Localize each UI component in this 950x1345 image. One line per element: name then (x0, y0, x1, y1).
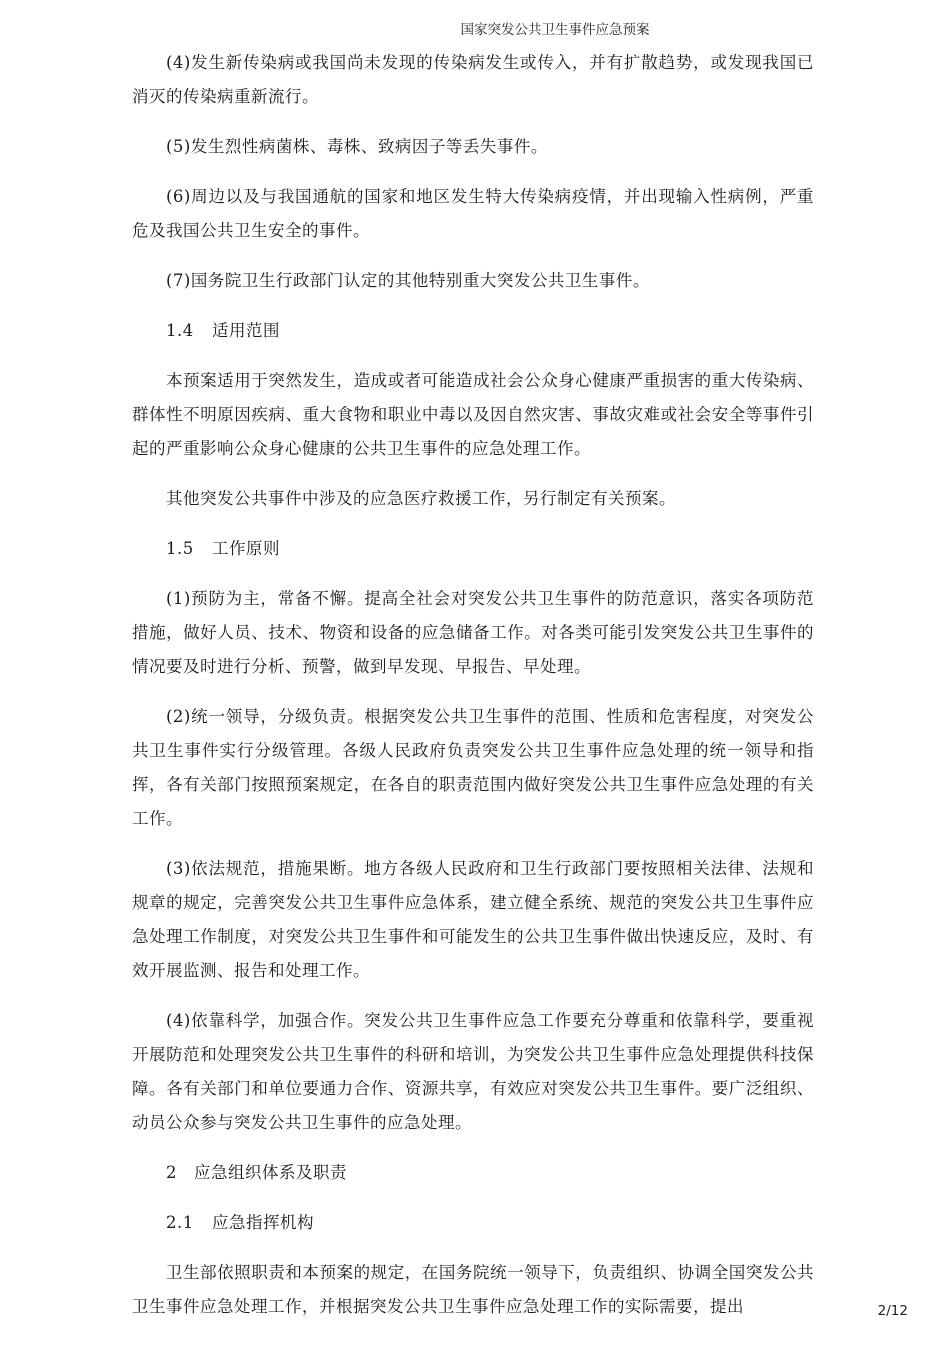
section-number: 1.5 (166, 539, 194, 558)
paragraph-principle-3: (3)依法规范，措施果断。地方各级人民政府和卫生行政部门要按照相关法律、法规和规章的规定，完善突发公共卫生事件应急体系，建立健全系统、规范的突发公共卫生事件应急处理工作制度，对突发公共卫生事件和可能发生的公共卫生事件做出快速反应，及时、有效开展监测、报告和处理工作。 (132, 859, 814, 980)
paragraph-other-plans: 其他突发公共事件中涉及的应急医疗救援工作，另行制定有关预案。 (166, 489, 676, 508)
paragraph-principle-4: (4)依靠科学，加强合作。突发公共卫生事件应急工作要充分尊重和依靠科学，要重视开展防范和处理突发公共卫生事件的科研和培训，为突发公共卫生事件应急处理提供科技保障。各有关部门和单位要通力合作、资源共享，有效应对突发公共卫生事件。要广泛组织、动员公众参与突发公共卫生事件的应急处理。 (132, 1011, 814, 1132)
section-heading-2-1 (132, 1206, 814, 1240)
paragraph-item-4: (4)发生新传染病或我国尚未发现的传染病发生或传入，并有扩散趋势，或发现我国已消灭的传染病重新流行。 (132, 53, 814, 106)
paragraph-principle-2: (2)统一领导，分级负责。根据突发公共卫生事件的范围、性质和危害程度，对突发公共卫生事件实行分级管理。各级人民政府负责突发公共卫生事件应急处理的统一领导和指挥，各有关部门按照预案规定，在各自的职责范围内做好突发公共卫生事件应急处理的有关工作。 (132, 707, 814, 828)
paragraph-principle-1: (1)预防为主，常备不懈。提高全社会对突发公共卫生事件的防范意识，落实各项防范措施，做好人员、技术、物资和设备的应急储备工作。对各类可能引发突发公共卫生事件的情况要及时进行分析、预警，做到早发现、早报告、早处理。 (132, 589, 814, 676)
section-title: 适用范围 (212, 321, 280, 340)
section-title: 应急组织体系及职责 (194, 1163, 347, 1182)
document-body (132, 46, 814, 1340)
page-header-title: 国家突发公共卫生事件应急预案 (460, 22, 650, 38)
paragraph-scope: 本预案适用于突然发生，造成或者可能造成社会公众身心健康严重损害的重大传染病、群体性不明原因疾病、重大食物和职业中毒以及因自然灾害、事故灾难或社会安全等事件引起的严重影响公众身心健康的公共卫生事件的应急处理工作。 (132, 371, 814, 458)
paragraph-item-7: (7)国务院卫生行政部门认定的其他特别重大突发公共卫生事件。 (166, 271, 650, 290)
section-number: 2.1 (166, 1213, 194, 1232)
section-heading-1-5 (132, 532, 814, 566)
paragraph-item-5: (5)发生烈性病菌株、毒株、致病因子等丢失事件。 (166, 137, 548, 156)
section-heading-2 (132, 1156, 814, 1190)
section-number: 2 (166, 1163, 177, 1182)
paragraph-command-agency: 卫生部依照职责和本预案的规定，在国务院统一领导下，负责组织、协调全国突发公共卫生事件应急处理工作，并根据突发公共卫生事件应急处理工作的实际需要，提出 (132, 1263, 814, 1316)
section-title: 应急指挥机构 (212, 1213, 314, 1232)
paragraph-item-6: (6)周边以及与我国通航的国家和地区发生特大传染病疫情，并出现输入性病例，严重危及我国公共卫生安全的事件。 (132, 187, 814, 240)
section-title: 工作原则 (212, 539, 280, 558)
page-number: 2/12 (877, 1303, 908, 1319)
section-heading-1-4 (132, 314, 814, 348)
section-number: 1.4 (166, 321, 194, 340)
